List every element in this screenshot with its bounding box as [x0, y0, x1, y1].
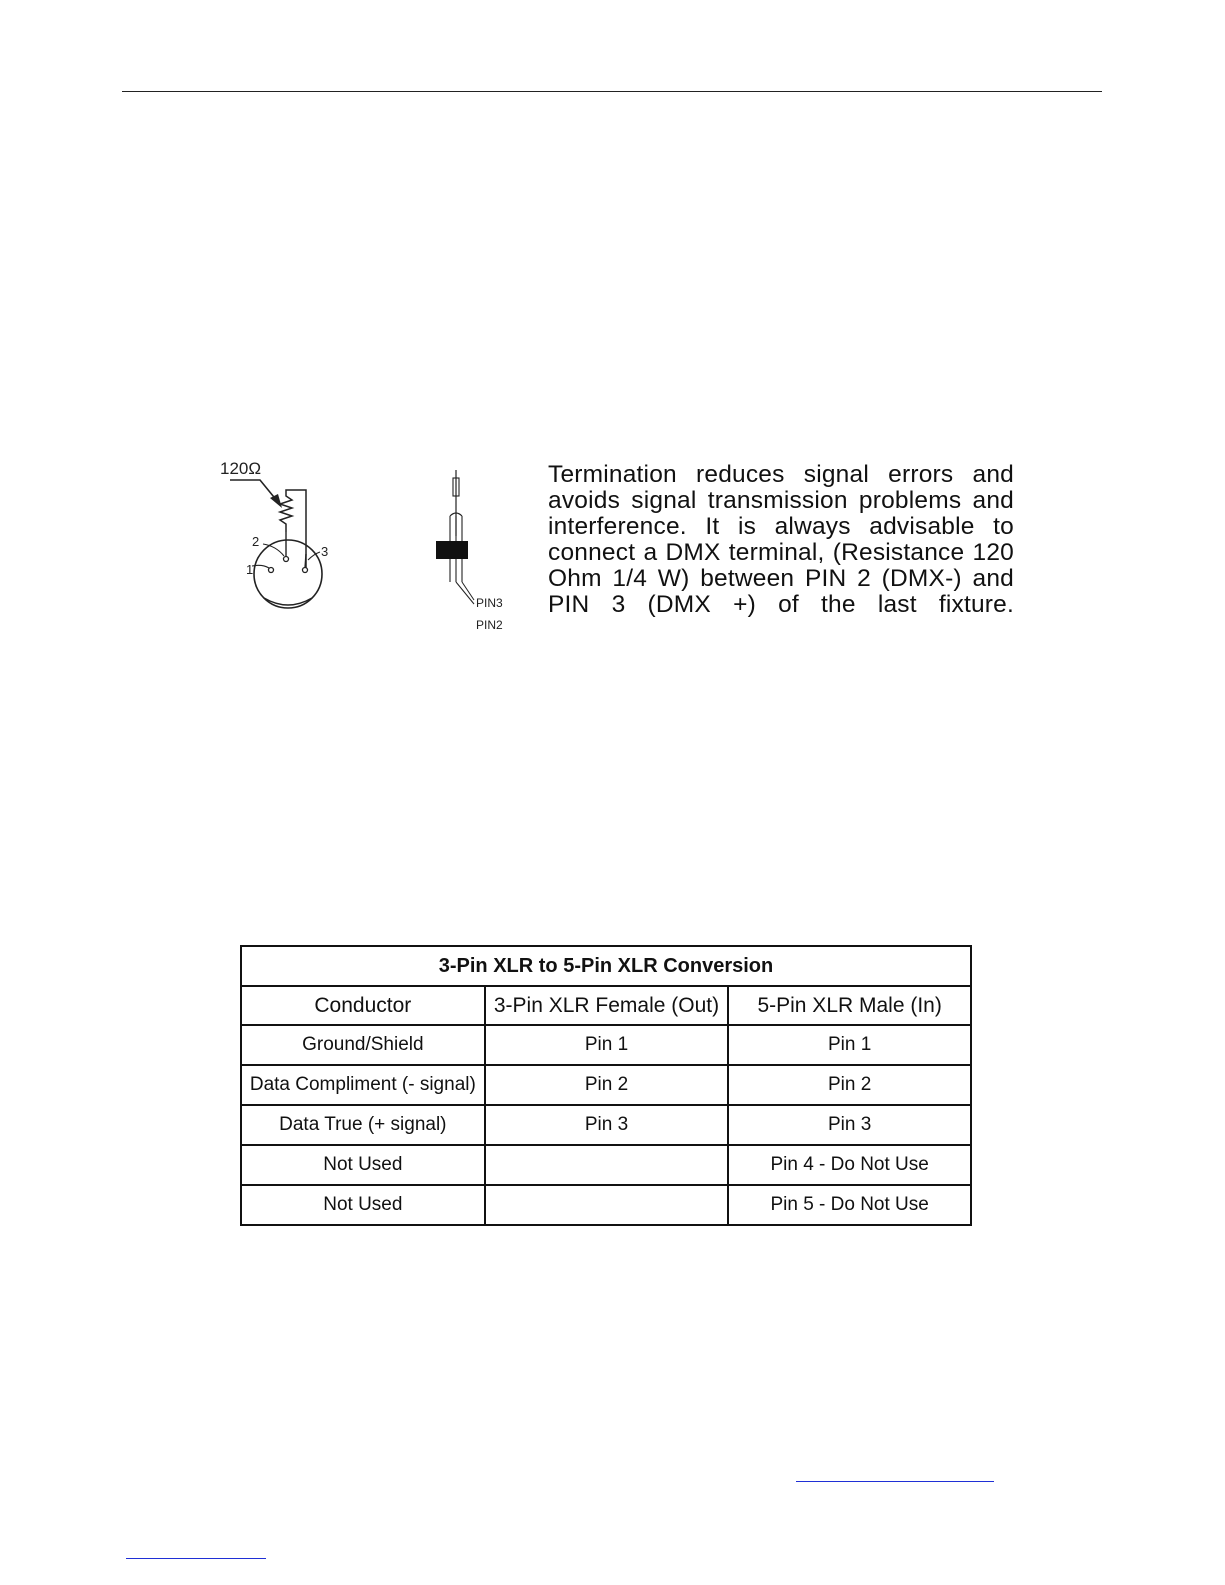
pin-label-3: 3	[321, 544, 329, 559]
table-row	[241, 1185, 971, 1225]
table-cell: Not Used	[241, 1145, 485, 1185]
header-conductor: Conductor	[241, 986, 485, 1025]
pin-label-2: 2	[252, 534, 260, 549]
termination-figure	[208, 450, 1018, 640]
plug-pin2-label: PIN2	[476, 618, 503, 632]
table-cell	[485, 1145, 729, 1185]
table-cell: Not Used	[241, 1185, 485, 1225]
termination-description: Termination reduces signal errors and avoids signal transmission problems and interference. It is always advisable to connect a DMX terminal, (Resistance 120 Ohm 1/4 W) between PIN 2 (DMX-) and PIN 3 (DMX +) of the last fixture.	[548, 461, 1014, 618]
table-cell: Ground/Shield	[241, 1025, 485, 1065]
arrow-line	[230, 480, 278, 502]
table-cell: Pin 1	[728, 1025, 971, 1065]
pin-1-dot	[269, 568, 274, 573]
table-row	[241, 1105, 971, 1145]
pin-3-dot	[303, 568, 308, 573]
header-rule	[122, 91, 1102, 92]
footer-link-underline-left[interactable]	[126, 1546, 266, 1559]
resistor-zigzag	[280, 490, 306, 568]
table-row	[241, 1145, 971, 1185]
table-cell: Data True (+ signal)	[241, 1105, 485, 1145]
table-cell: Pin 2	[728, 1065, 971, 1105]
table-title-row	[241, 946, 971, 986]
xlr-termination-diagram	[208, 450, 538, 640]
plug-pin3-label: PIN3	[476, 596, 503, 610]
table-cell: Pin 3	[728, 1105, 971, 1145]
header-5pin-male: 5-Pin XLR Male (In)	[728, 986, 971, 1025]
arrow-head	[270, 494, 282, 508]
table-cell	[485, 1185, 729, 1225]
pin-label-1: 1	[246, 562, 254, 577]
table-cell: Pin 3	[485, 1105, 729, 1145]
table-title: 3-Pin XLR to 5-Pin XLR Conversion	[241, 946, 971, 986]
resistor-label: 120Ω	[220, 459, 262, 478]
pin-2-dot	[284, 557, 289, 562]
table-cell: Pin 5 - Do Not Use	[728, 1185, 971, 1225]
table-header-row	[241, 986, 971, 1025]
header-3pin-female: 3-Pin XLR Female (Out)	[485, 986, 729, 1025]
table-cell: Pin 4 - Do Not Use	[728, 1145, 971, 1185]
table-cell: Pin 2	[485, 1065, 729, 1105]
table-row	[241, 1065, 971, 1105]
footer-link-underline-right[interactable]	[796, 1469, 994, 1482]
table-row	[241, 1025, 971, 1065]
xlr-conversion-table	[240, 945, 972, 1226]
table-cell: Data Compliment (- signal)	[241, 1065, 485, 1105]
plug-insulator-block	[436, 541, 468, 559]
table-cell: Pin 1	[485, 1025, 729, 1065]
